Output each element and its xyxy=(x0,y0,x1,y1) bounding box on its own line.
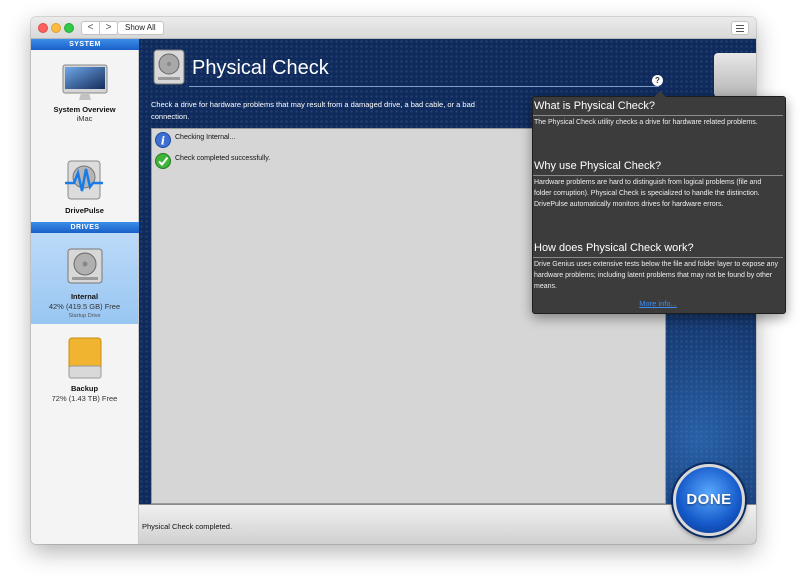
popover-body: Drive Genius uses extensive tests below the file and folder layer to expose any hardware problems; including latent problems that may not be found by other means. xyxy=(534,261,778,290)
show-all-button[interactable]: Show All xyxy=(117,21,164,35)
help-icon[interactable]: ? xyxy=(652,75,663,86)
status-text: Physical Check completed. xyxy=(142,522,233,531)
help-popover xyxy=(532,96,786,314)
sidebar xyxy=(31,39,139,544)
imac-icon xyxy=(62,64,108,102)
popover-heading: How does Physical Check work? xyxy=(534,242,694,254)
checkmark-icon xyxy=(155,153,171,169)
done-button[interactable] xyxy=(673,464,745,536)
sidebar-header-system: SYSTEM xyxy=(31,39,139,50)
svg-text:i: i xyxy=(160,134,166,148)
popover-arrow xyxy=(654,91,666,97)
status-bar xyxy=(139,504,756,544)
popover-body: Hardware problems are hard to distinguish from logical problems (file and folder corruption). Physical Check is specialized to handle the distinction. DrivePulse automatically monitors drives for hardware errors. xyxy=(534,179,762,208)
popover-divider xyxy=(533,115,783,116)
external-drive-icon xyxy=(66,336,104,380)
sidebar-item-backup[interactable] xyxy=(31,325,138,405)
sidebar-item-internal[interactable] xyxy=(31,233,138,324)
sidebar-item-sub: iMac xyxy=(76,114,93,123)
sidebar-item-sub: 72% (1.43 TB) Free xyxy=(51,394,118,403)
drive-illustration xyxy=(714,53,756,97)
title-bar xyxy=(31,17,756,39)
log-row xyxy=(155,153,271,174)
log-text: Check completed successfully. xyxy=(175,155,271,162)
hard-drive-icon xyxy=(153,49,185,85)
list-view-icon[interactable] xyxy=(731,21,749,35)
sidebar-item-system-overview[interactable] xyxy=(31,50,138,123)
page-title: Physical Check xyxy=(192,57,329,79)
popover-divider xyxy=(533,175,783,176)
zoom-window-button[interactable] xyxy=(64,23,74,33)
drivepulse-icon xyxy=(64,159,104,201)
startup-drive-label: Startup Drive xyxy=(68,313,101,319)
forward-button[interactable]: > xyxy=(99,21,118,35)
popover-heading: What is Physical Check? xyxy=(534,100,656,112)
title-divider xyxy=(189,86,659,87)
popover-divider xyxy=(533,257,783,258)
close-window-button[interactable] xyxy=(38,23,48,33)
sidebar-item-label: Backup xyxy=(70,384,99,393)
sidebar-item-sub: 42% (419.5 GB) Free xyxy=(48,302,121,311)
sidebar-item-drivepulse[interactable] xyxy=(31,139,138,221)
sidebar-item-label: Internal xyxy=(70,292,99,301)
popover-heading: Why use Physical Check? xyxy=(534,160,662,172)
log-text: Checking Internal... xyxy=(175,134,236,141)
page-description: Check a drive for hardware problems that may result from a damaged drive, a bad cable, or a bad connection. xyxy=(151,100,475,121)
sidebar-item-label: DrivePulse xyxy=(65,206,104,215)
minimize-window-button[interactable] xyxy=(51,23,61,33)
log-row xyxy=(155,132,236,153)
more-info-link[interactable]: More info... xyxy=(639,299,677,308)
sidebar-item-label: System Overview xyxy=(53,105,116,114)
done-button-label: DONE xyxy=(686,491,732,508)
hard-drive-icon xyxy=(66,247,104,285)
sidebar-header-drives: DRIVES xyxy=(31,222,139,233)
back-button[interactable]: < xyxy=(81,21,100,35)
popover-body: The Physical Check utility checks a drive for hardware related problems. xyxy=(534,119,758,126)
info-icon xyxy=(155,132,171,148)
